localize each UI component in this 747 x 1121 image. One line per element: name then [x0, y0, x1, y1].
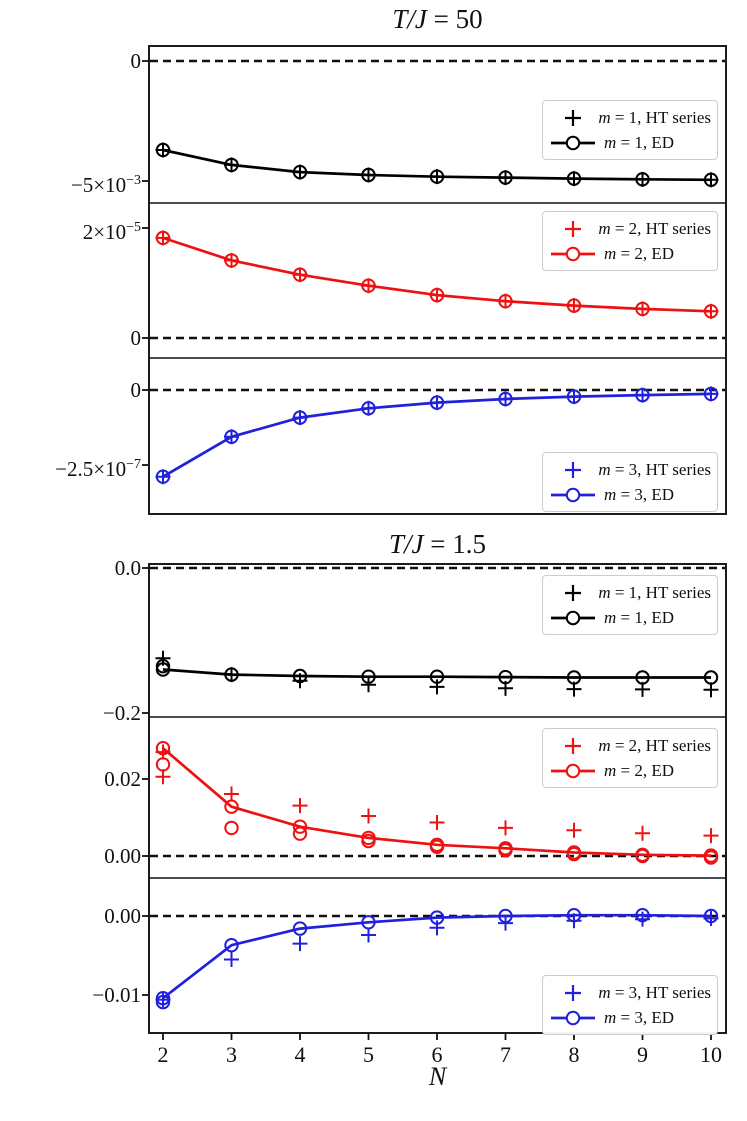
x-tick-label: 9: [636, 1042, 648, 1067]
plus-legend-icon: [549, 735, 591, 757]
legend-item: [549, 105, 711, 130]
legend-item-label: m = 3, HT series: [598, 982, 711, 1002]
legend-circle-glyph: [567, 136, 579, 148]
legend-item: [549, 482, 711, 507]
y-tick-label: 0: [130, 48, 141, 73]
x-tick-label: 4: [294, 1042, 306, 1067]
y-tick-label: $-5\times 10^{-3}$: [70, 172, 141, 197]
legend-item-label: m = 2, ED: [604, 243, 675, 263]
legend-circle-glyph: [567, 764, 579, 776]
y-tick-label: −0.01: [92, 983, 141, 1007]
legend-tj1p5-m1: [542, 575, 718, 635]
y-tick-label: 0.0: [114, 555, 141, 580]
legend-item: [549, 580, 711, 605]
y-tick-label: 0.00: [104, 844, 141, 868]
y-tick-label: 0.00: [104, 903, 141, 928]
x-tick-label: 5: [363, 1042, 374, 1067]
plus-glyph: [565, 462, 581, 478]
plus-glyph: [565, 585, 581, 601]
plus-legend-icon: [549, 218, 591, 240]
plus-legend-icon: [549, 582, 591, 604]
plus-glyph: [565, 738, 581, 754]
x-tick-label: 8: [568, 1042, 580, 1067]
x-tick-label: 2: [157, 1042, 169, 1067]
y-tick-label: $-2.5\times 10^{-7}$: [55, 457, 141, 481]
legend-item-label: m = 2, HT series: [598, 735, 711, 755]
legend-tj50-m2: [542, 211, 718, 271]
y-tick-label: −0.2: [102, 700, 141, 725]
plus-legend-icon: [549, 107, 591, 129]
legend-circle-glyph: [567, 247, 579, 259]
legend-item: [549, 733, 711, 758]
legend-item-label: m = 3, ED: [604, 1007, 675, 1027]
figure2-title: [149, 529, 726, 560]
plus-glyph: [565, 985, 581, 1001]
x-tick-label: 3: [226, 1042, 237, 1067]
legend-circle-glyph: [567, 488, 579, 500]
legend-item-label: m = 2, ED: [604, 760, 675, 780]
y-tick-label: 0: [130, 378, 141, 402]
y-tick-label: $2\times 10^{-5}$: [82, 219, 141, 244]
legend-item-label: m = 1, HT series: [598, 582, 711, 602]
legend-tj50-m1: [542, 100, 718, 160]
x-tick-label: 7: [499, 1042, 511, 1067]
figure1-title: [149, 4, 726, 35]
legend-item-label: m = 3, ED: [604, 484, 675, 504]
line-circle-legend-icon: [549, 484, 597, 506]
legend-item: [549, 758, 711, 783]
line-circle-legend-icon: [549, 607, 597, 629]
figure1-title-rest: = 50: [426, 4, 483, 34]
legend-item: [549, 605, 711, 630]
legend-item: [549, 130, 711, 155]
legend-item: [549, 1005, 711, 1030]
legend-item-label: m = 3, HT series: [598, 459, 711, 479]
legend-item: [549, 457, 711, 482]
line-circle-legend-icon: [549, 1007, 597, 1029]
x-tick-label: 6: [431, 1042, 443, 1067]
plus-glyph: [565, 221, 581, 237]
plus-glyph: [565, 110, 581, 126]
figure2-title-math: T/J: [389, 529, 424, 559]
legend-tj1p5-m2: [542, 728, 718, 788]
plus-legend-icon: [549, 459, 591, 481]
legend-tj50-m3: [542, 452, 718, 512]
figure2-title-rest: = 1.5: [423, 529, 486, 559]
legend-circle-glyph: [567, 1011, 579, 1023]
legend-circle-glyph: [567, 611, 579, 623]
y-tick-label: 0: [130, 326, 141, 350]
line-circle-legend-icon: [549, 132, 597, 154]
x-axis-label: N: [428, 1062, 447, 1091]
line-circle-legend-icon: [549, 243, 597, 265]
legend-item: [549, 216, 711, 241]
legend-item-label: m = 1, ED: [604, 607, 675, 627]
legend-item: [549, 980, 711, 1005]
x-tick-label: 10: [699, 1042, 722, 1067]
y-tick-label: 0.02: [104, 767, 141, 791]
legend-item-label: m = 1, HT series: [598, 107, 711, 127]
line-circle-legend-icon: [549, 760, 597, 782]
legend-tj1p5-m3: [542, 975, 718, 1035]
legend-item-label: m = 1, ED: [604, 132, 675, 152]
figure1-title-math: T/J: [392, 4, 427, 34]
plus-legend-icon: [549, 982, 591, 1004]
legend-item: [549, 241, 711, 266]
legend-item-label: m = 2, HT series: [598, 218, 711, 238]
